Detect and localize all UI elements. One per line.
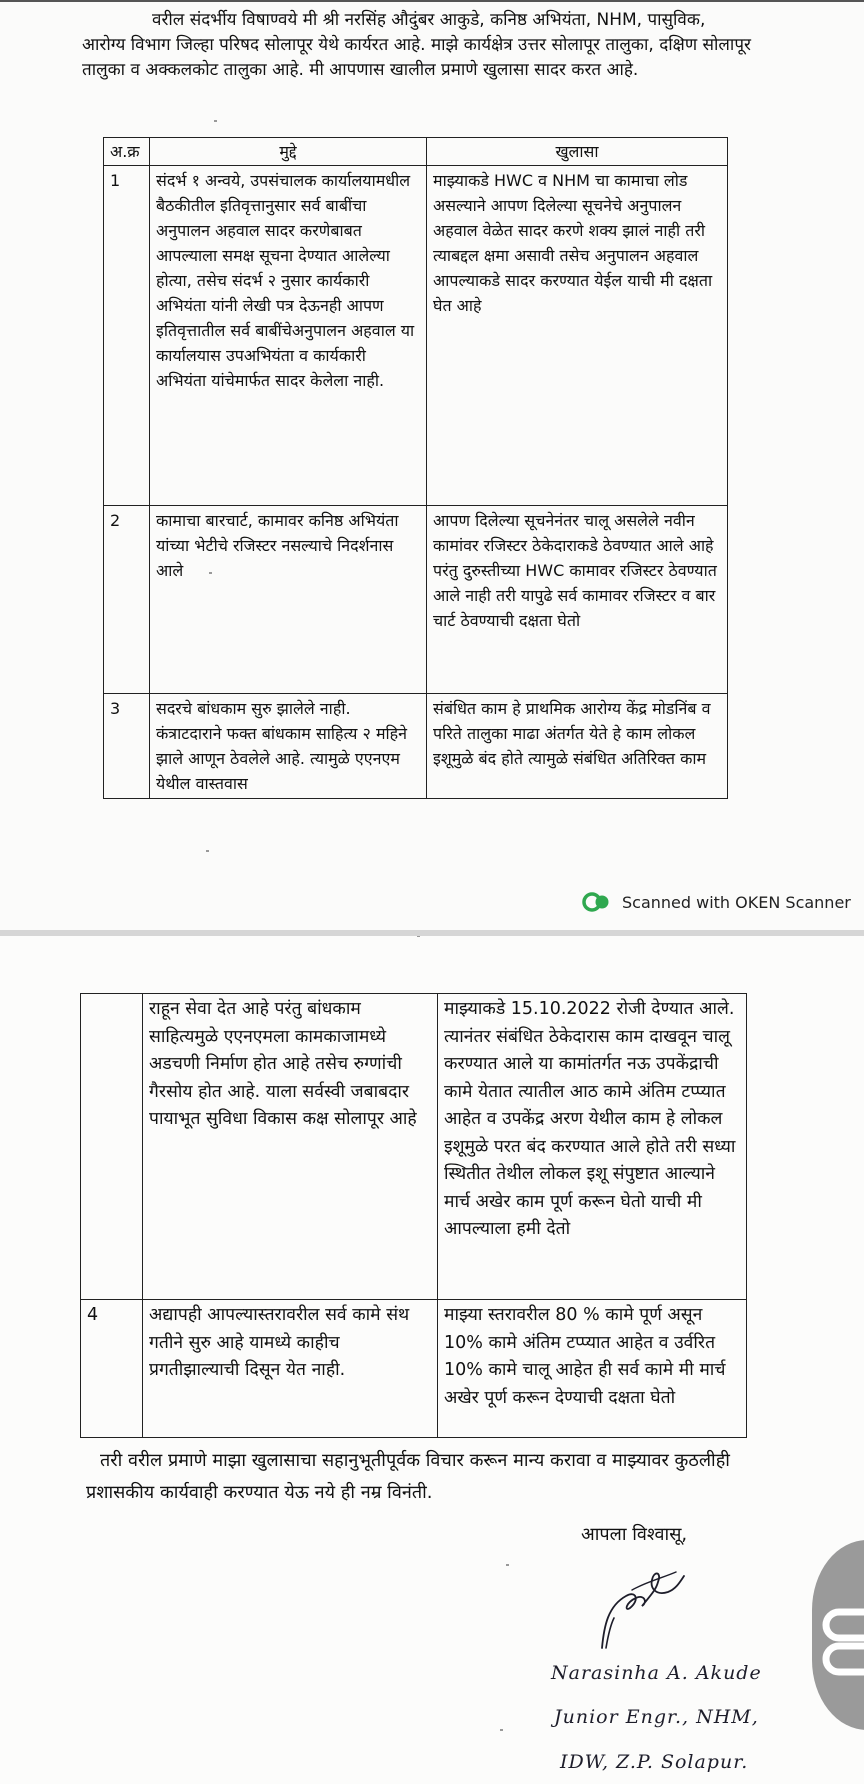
row-issue: राहून सेवा देत आहे परंतु बांधकाम साहित्यमुळे एएनएमला कामकाजामध्ये अडचणी निर्माण होत आहे तसेच रुग्णांची गैरसोय होत आहे. याला सर्वस्वी जबाबदार पायाभूत सुविधा विकास कक्ष सोलापूर आहे: [143, 994, 438, 1300]
scan-speck: [206, 850, 209, 852]
scanner-watermark: [582, 892, 851, 912]
row-explanation: माझ्याकडे 15.10.2022 रोजी देण्यात आले. त्यानंतर संबंधित ठेकेदारास काम दाखवून चालू करण्यात आले या कामांतर्गत नऊ उपकेंद्राची कामे येतात त्यातील आठ कामे अंतिम टप्प्यात आहेत व उपकेंद्र अरण येथील काम हे लोकल इशूमुळे परत बंद करण्यात आले होते तरी सध्या स्थितीत तेथील लोकल इशू संपुष्टात आल्याने मार्च अखेर काम पूर्ण करून घेतो याची मी आपल्याला हमी देतो: [438, 994, 747, 1300]
scan-speck: [417, 936, 420, 937]
row-issue: संदर्भ १ अन्वये, उपसंचालक कार्यालयामधील बैठकीतील इतिवृत्तानुसार सर्व बाबींचा अनुपालन अहवाल सादर करणेबाबत आपल्याला समक्ष सूचना देण्यात आलेल्या होत्या, तसेच संदर्भ २ नुसार कार्यकारी अभियंता यांनी लेखी पत्र देऊनही आपण इतिवृत्तातील सर्व बाबींचेअनुपालन अहवाल या कार्यालयास उपअभियंता व कार्यकारी अभियंता यांचेमार्फत सादर केलेला नाही.: [150, 166, 427, 506]
explanation-table-part-1: [103, 137, 728, 799]
table-row: [104, 506, 728, 694]
row-issue: अद्यापही आपल्यास्तरावरील सर्व कामे संथ गतीने सुरु आहे यामध्ये काहीच प्रगतीझाल्याची दिसून येत नाही.: [143, 1300, 438, 1438]
table-header-row: [104, 138, 728, 166]
row-serial: [81, 994, 143, 1300]
scan-speck: [500, 1729, 503, 1731]
handwritten-name: Narasinha A. Akude: [551, 1662, 762, 1684]
header-issue: मुद्दे: [150, 138, 427, 166]
oken-scanner-logo-icon: [582, 892, 612, 912]
scanned-page-2: [0, 936, 864, 1784]
row-explanation: संबंधित काम हे प्राथमिक आरोग्य केंद्र मोडनिंब व परिते तालुका माढा अंतर्गत येते हे काम लोकल इशूमुळे बंद होते त्यामुळे संबंधित अतिरिक्त काम: [427, 694, 728, 799]
row-serial: 3: [104, 694, 150, 799]
intro-paragraph: वरील संदर्भीय विषाण्वये मी श्री नरसिंह औदुंबर आकुडे, कनिष्ठ अभियंता, NHM, पासुविक, आरोग्य विभाग जिल्हा परिषद सोलापूर येथे कार्यरत आहे. माझे कार्यक्षेत्र उत्तर सोलापूर तालुका, दक्षिण सोलापूर तालुका व अक्कलकोट तालुका आहे. मी आपणास खालील प्रमाणे खुलासा सादर करत आहे.: [82, 10, 751, 80]
rounded-badge-icon: [812, 1540, 864, 1730]
row-serial: 2: [104, 506, 150, 694]
table-row: [81, 1300, 747, 1438]
row-explanation: आपण दिलेल्या सूचनेनंतर चालू असलेले नवीन कामांवर रजिस्टर ठेकेदाराकडे ठेवण्यात आले आहे परंतु दुरुस्तीच्या HWC कामावर रजिस्टर ठेवण्यात आले नाही तरी यापुढे सर्व कामावर रजिस्टर व बार चार्ट ठेवण्याची दक्षता घेतो: [427, 506, 728, 694]
table-row: [81, 994, 747, 1300]
row-explanation: माझ्या स्तरावरील 80 % कामे पूर्ण असून 10% कामे अंतिम टप्प्यात आहेत व उर्वरित 10% कामे चालू आहेत ही सर्व कामे मी मार्च अखेर पूर्ण करून देण्याची दक्षता घेतो: [438, 1300, 747, 1438]
row-explanation: माझ्याकडे HWC व NHM चा कामाचा लोड असल्याने आपण दिलेल्या सूचनेचे अनुपालन अहवाल वेळेत सादर करणे शक्य झालं नाही तरी त्याबद्दल क्षमा असावी तसेच अनुपालन अहवाल आपल्याकडे सादर करण्यात येईल याची मी दक्षता घेत आहे: [427, 166, 728, 506]
table-row: [104, 694, 728, 799]
handwritten-designation: Junior Engr., NHM,: [554, 1706, 759, 1728]
scan-speck: [506, 1564, 509, 1566]
header-serial: अ.क्र: [104, 138, 150, 166]
sign-off: आपला विश्वासू,: [581, 1524, 688, 1545]
explanation-table-part-2: [80, 993, 747, 1438]
handwritten-office: IDW, Z.P. Solapur.: [560, 1751, 749, 1773]
scanner-label: Scanned with OKEN Scanner: [622, 892, 851, 912]
scan-speck: [214, 120, 217, 122]
scan-speck: [209, 572, 212, 574]
handwritten-signature: [596, 1556, 692, 1654]
row-issue: कामाचा बारचार्ट, कामावर कनिष्ठ अभियंता यांच्या भेटीचे रजिस्टर नसल्याचे निदर्शनास आले: [150, 506, 427, 694]
table-row: [104, 166, 728, 506]
row-serial: 1: [104, 166, 150, 506]
row-serial: 4: [81, 1300, 143, 1438]
closing-paragraph: तरी वरील प्रमाणे माझा खुलासाचा सहानुभूतीपूर्वक विचार करून मान्य करावा व माझ्यावर कुठलीही प्रशासकीय कार्यवाही करण्यात येऊ नये ही नम्र विनंती.: [86, 1450, 730, 1503]
header-explanation: खुलासा: [427, 138, 728, 166]
row-issue: सदरचे बांधकाम सुरु झालेले नाही. कंत्राटदाराने फक्त बांधकाम साहित्य २ महिने झाले आणून ठेवलेले आहे. त्यामुळे एएनएम येथील वास्तवास: [150, 694, 427, 799]
